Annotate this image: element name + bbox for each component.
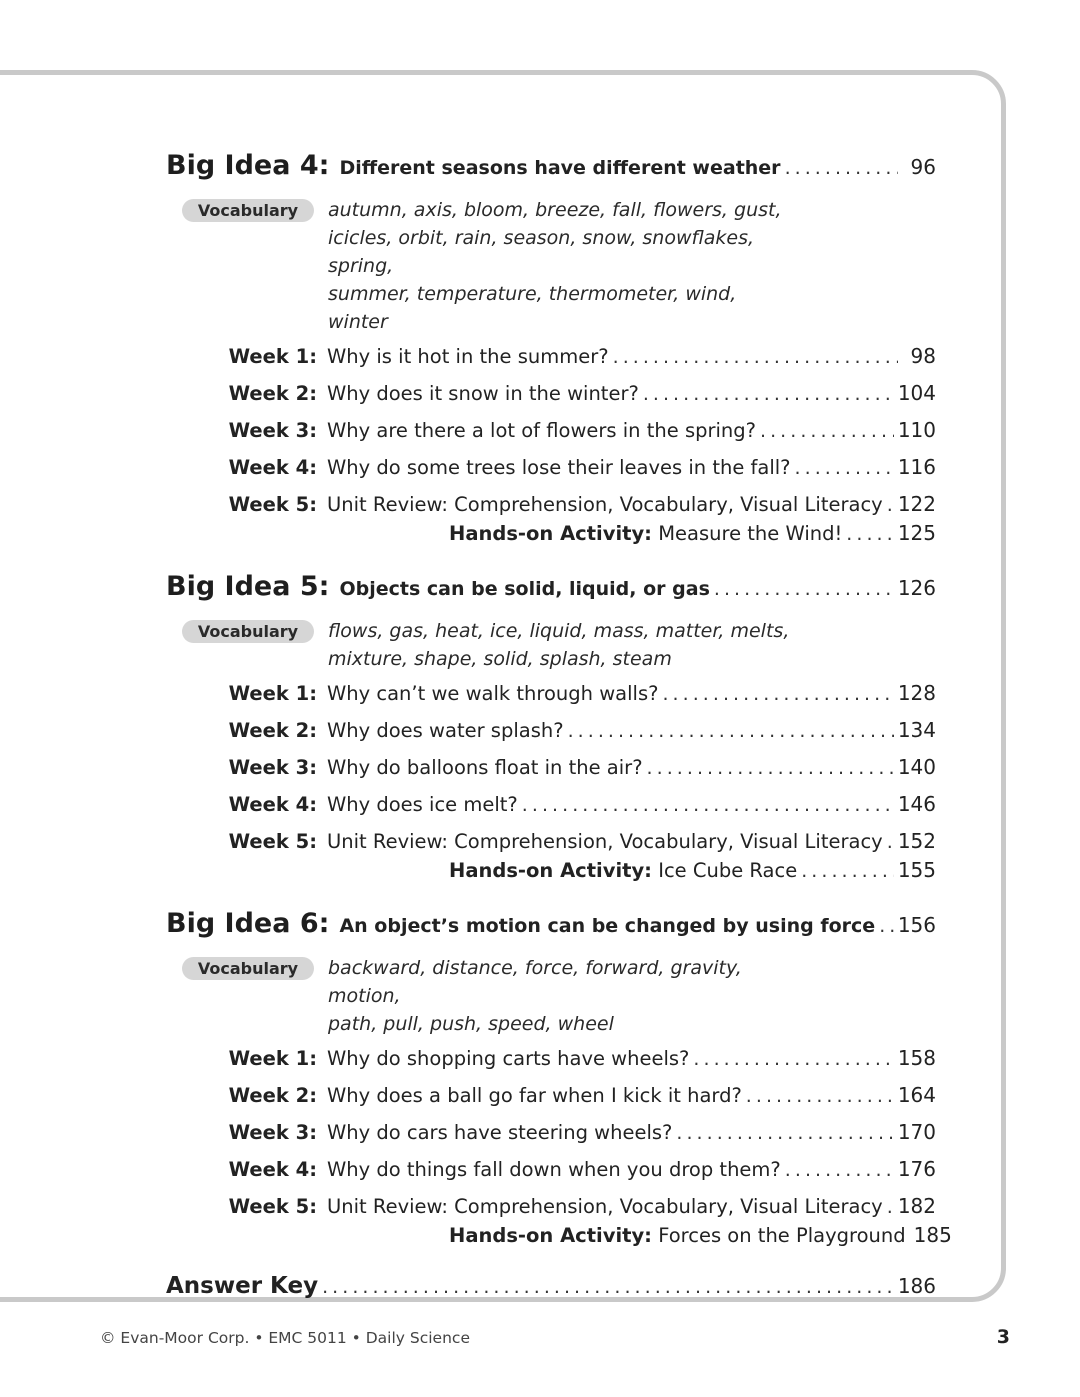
table-of-contents: [166, 150, 952, 1313]
vocabulary-words: [328, 196, 798, 336]
week-label: Week 3:: [228, 756, 317, 779]
week-label: Week 4:: [228, 1158, 317, 1181]
hands-on-page: 185: [913, 1223, 952, 1247]
dot-leader: [693, 1048, 893, 1070]
week-title: Why are there a lot of flowers in the spring?: [327, 419, 756, 442]
week-page: 152: [897, 829, 936, 853]
dot-leader: [785, 157, 898, 179]
week-title: Why can’t we walk through walls?: [327, 682, 659, 705]
week-label: Week 4:: [228, 793, 317, 816]
week-title: Why do some trees lose their leaves in the fall?: [327, 456, 791, 479]
week-entry[interactable]: [166, 1157, 936, 1194]
week-entry[interactable]: [166, 1120, 936, 1157]
week-label: Week 2:: [228, 382, 317, 405]
dot-leader: [322, 1276, 894, 1298]
week-title: Why do balloons float in the air?: [327, 756, 643, 779]
big-idea-heading[interactable]: [166, 908, 936, 950]
week-entry[interactable]: [166, 455, 936, 492]
week-title: Why does it snow in the winter?: [327, 382, 639, 405]
vocabulary-block: [166, 617, 936, 673]
big-idea-label: Big Idea 6:: [166, 908, 330, 939]
week-label: Week 2:: [228, 719, 317, 742]
hands-on-entry[interactable]: [166, 858, 936, 886]
hands-on-label: Hands-on Activity:: [449, 1224, 652, 1247]
big-idea-label: Big Idea 4:: [166, 150, 330, 181]
week-entry[interactable]: [166, 792, 936, 829]
week-title: Why do things fall down when you drop them?: [327, 1158, 781, 1181]
week-page: 98: [910, 344, 936, 368]
dot-leader: [746, 1085, 894, 1107]
big-idea-title: Objects can be solid, liquid, or gas: [339, 578, 710, 600]
week-label: Week 1:: [228, 682, 317, 705]
week-page: 110: [897, 418, 936, 442]
big-idea-title: An object’s motion can be changed by using force: [339, 915, 876, 937]
hands-on-title: Ice Cube Race: [658, 859, 798, 882]
big-idea-section: [166, 571, 936, 886]
week-page: 158: [897, 1046, 936, 1070]
week-label: Week 2:: [228, 1084, 317, 1107]
vocabulary-badge: Vocabulary: [182, 199, 314, 222]
vocabulary-line: backward, distance, force, forward, gravity, motion,: [328, 957, 742, 1007]
dot-leader: [887, 494, 894, 516]
week-page: 176: [897, 1157, 936, 1181]
week-label: Week 1:: [228, 345, 317, 368]
vocabulary-line: path, pull, push, speed, wheel: [328, 1013, 614, 1035]
dot-leader: [785, 1159, 894, 1181]
week-entry[interactable]: [166, 381, 936, 418]
vocabulary-block: [166, 196, 936, 336]
week-entry[interactable]: [166, 1046, 936, 1083]
hands-on-page: 125: [897, 521, 936, 545]
dot-leader: [613, 346, 898, 368]
week-page: 182: [897, 1194, 936, 1218]
answer-key-entry[interactable]: [166, 1273, 936, 1313]
week-title: Why is it hot in the summer?: [327, 345, 609, 368]
big-idea-heading[interactable]: [166, 150, 936, 192]
big-idea-title: Different seasons have different weather: [339, 157, 781, 179]
week-entry[interactable]: [166, 681, 936, 718]
vocabulary-line: icicles, orbit, rain, season, snow, snowflakes, spring,: [328, 227, 755, 277]
vocabulary-words: [328, 617, 798, 673]
week-page: 128: [897, 681, 936, 705]
week-label: Week 5:: [228, 1195, 317, 1218]
dot-leader: [714, 578, 894, 600]
week-page: 116: [897, 455, 936, 479]
week-page: 122: [897, 492, 936, 516]
vocabulary-badge: Vocabulary: [182, 957, 314, 980]
hands-on-page: 155: [897, 858, 936, 882]
week-label: Week 1:: [228, 1047, 317, 1070]
dot-leader: [662, 683, 893, 705]
week-label: Week 3:: [228, 1121, 317, 1144]
week-entry[interactable]: [166, 418, 936, 455]
vocabulary-words: [328, 954, 798, 1038]
dot-leader: [887, 831, 894, 853]
vocabulary-line: flows, gas, heat, ice, liquid, mass, matter, melts,: [328, 620, 790, 642]
big-idea-section: [166, 150, 936, 549]
dot-leader: [846, 523, 894, 545]
footer-page-number: 3: [996, 1326, 1010, 1348]
week-title: Why does water splash?: [327, 719, 564, 742]
answer-key-label: Answer Key: [166, 1273, 319, 1299]
dot-leader: [887, 1196, 894, 1218]
dot-leader: [801, 860, 894, 882]
week-entry[interactable]: [166, 344, 936, 381]
week-page: 140: [897, 755, 936, 779]
big-idea-label: Big Idea 5:: [166, 571, 330, 602]
hands-on-entry[interactable]: [166, 521, 936, 549]
footer-copyright: © Evan-Moor Corp. • EMC 5011 • Daily Science: [100, 1329, 470, 1347]
week-entry[interactable]: [166, 1083, 936, 1120]
week-entry[interactable]: [166, 718, 936, 755]
hands-on-title: Measure the Wind!: [658, 522, 843, 545]
vocabulary-line: summer, temperature, thermometer, wind, winter: [328, 283, 737, 333]
week-entry[interactable]: [166, 755, 936, 792]
vocabulary-block: [166, 954, 936, 1038]
hands-on-text: [449, 522, 842, 545]
hands-on-text: [449, 859, 797, 882]
dot-leader: [643, 383, 894, 405]
week-title: Why do cars have steering wheels?: [327, 1121, 673, 1144]
week-label: Week 5:: [228, 493, 317, 516]
week-label: Week 4:: [228, 456, 317, 479]
big-idea-page: 126: [897, 576, 936, 600]
week-page: 164: [897, 1083, 936, 1107]
big-idea-page: 156: [897, 913, 936, 937]
big-idea-page: 96: [910, 155, 936, 179]
week-title: Why do shopping carts have wheels?: [327, 1047, 690, 1070]
hands-on-entry[interactable]: [166, 1223, 952, 1251]
week-title: Why does a ball go far when I kick it hard?: [327, 1084, 742, 1107]
dot-leader: [795, 457, 894, 479]
hands-on-text: [449, 1224, 906, 1247]
week-label: Week 5:: [228, 830, 317, 853]
vocabulary-line: mixture, shape, solid, splash, steam: [328, 648, 672, 670]
answer-key-page: 186: [897, 1274, 936, 1298]
week-title: Why does ice melt?: [327, 793, 518, 816]
dot-leader: [647, 757, 894, 779]
week-page: 146: [897, 792, 936, 816]
big-idea-section: [166, 908, 952, 1251]
dot-leader: [760, 420, 894, 442]
sections-container: [166, 150, 952, 1251]
week-label: Week 3:: [228, 419, 317, 442]
week-title: Unit Review: Comprehension, Vocabulary, Visual Literacy: [327, 493, 883, 516]
vocabulary-badge: Vocabulary: [182, 620, 314, 643]
vocabulary-line: autumn, axis, bloom, breeze, fall, flowers, gust,: [328, 199, 782, 221]
dot-leader: [568, 720, 894, 742]
big-idea-heading[interactable]: [166, 571, 936, 613]
hands-on-title: Forces on the Playground: [658, 1224, 906, 1247]
dot-leader: [522, 794, 894, 816]
week-title: Unit Review: Comprehension, Vocabulary, Visual Literacy: [327, 830, 883, 853]
week-page: 104: [897, 381, 936, 405]
week-title: Unit Review: Comprehension, Vocabulary, Visual Literacy: [327, 1195, 883, 1218]
week-page: 134: [897, 718, 936, 742]
week-page: 170: [897, 1120, 936, 1144]
dot-leader: [676, 1122, 893, 1144]
dot-leader: [879, 915, 894, 937]
hands-on-label: Hands-on Activity:: [449, 859, 652, 882]
page-footer: [100, 1326, 1010, 1348]
hands-on-label: Hands-on Activity:: [449, 522, 652, 545]
